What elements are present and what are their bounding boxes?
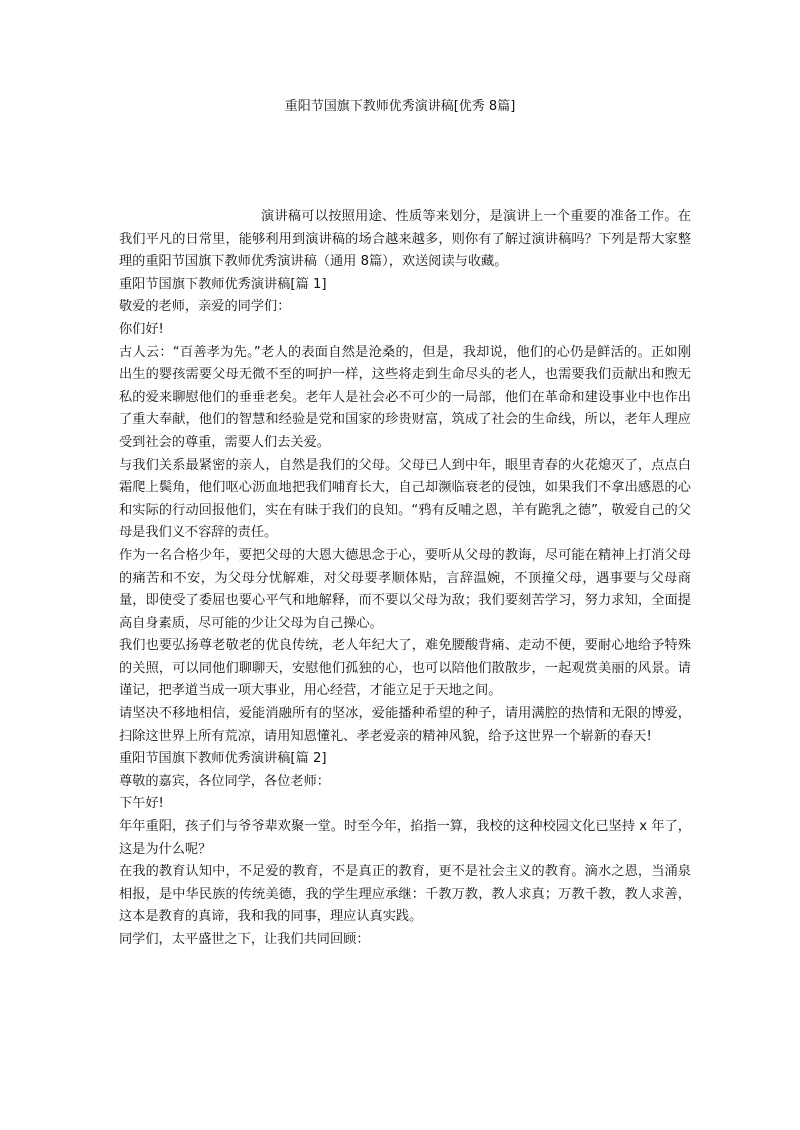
section-heading-1: 重阳节国旗下教师优秀演讲稿[篇 1] [119, 276, 327, 292]
paragraph: 同学们，太平盛世之下，让我们共同回顾： [119, 932, 370, 947]
document-title: 重阳节国旗下教师优秀演讲稿[优秀 8篇] [284, 99, 516, 114]
paragraph: 与我们关系最紧密的亲人，自然是我们的父母。父母已人到中年，眼里青春的火花熄灭了，点点白霜爬上鬓角，他们呕心沥血地把我们哺育长大，自己却濒临衰老的侵蚀，如果我们不拿出感恩的心和实际的行动回报他们，实在有昧于我们的良知。“鸦有反哺之恩，羊有跪乳之德”，敬爱自己的父母是我们义不容辞的责任。 [119, 457, 691, 541]
document-body [119, 206, 691, 952]
salutation-2: 尊敬的嘉宾，各位同学，各位老师： [119, 773, 330, 789]
paragraph: 古人云：“百善孝为先。”老人的表面自然是沧桑的，但是，我却说，他们的心仍是鲜活的。正如刚出生的婴孩需要父母无微不至的呵护一样，这些将走到生命尽头的老人，也需要我们贡献出和煦无私的爱来聊慰他们的垂垂老矣。老年人是社会必不可少的一局部，他们在革命和建设事业中也作出了重大奉献，他们的智慧和经验是党和国家的珍贵财富，筑成了社会的生命线，所以，老年人理应受到社会的尊重，需要人们去关爱。 [119, 344, 691, 450]
paragraph: 在我的教育认知中，不足爱的教育，不是真正的教育，更不是社会主义的教育。滴水之恩，当涌泉相报，是中华民族的传统美德，我的学生理应承继：千教万教，教人求真；万教千教，教人求善，这本是教育的真谛，我和我的同事，理应认真实践。 [119, 864, 691, 925]
paragraph: 我们也要弘扬尊老敬老的优良传统，老人年纪大了，难免腰酸背痛、走动不便，要耐心地给予特殊的关照，可以同他们聊聊天，安慰他们孤独的心，也可以陪他们散散步，一起观赏美丽的风景。请谨记，把孝道当成一项大事业，用心经营，才能立足于天地之间。 [119, 638, 691, 699]
greeting-1: 你们好! [119, 321, 164, 337]
paragraph: 年年重阳，孩子们与爷爷辈欢聚一堂。时至今年，掐指一算，我校的这种校园文化已坚持 x 年了，这是为什么呢？ [119, 819, 691, 857]
greeting-2: 下午好! [119, 796, 164, 812]
salutation-1: 敬爱的老师，亲爱的同学们： [119, 299, 291, 315]
paragraph: 作为一名合格少年，要把父母的大恩大德思念于心，要听从父母的教诲，尽可能在精神上打消父母的痛苦和不安，为父母分忧解难，对父母要孝顺体贴，言辞温婉，不顶撞父母，遇事要与父母商量，即使受了委屈也要心平气和地解释，而不要以父母为敌；我们要刻苦学习，努力求知，全面提高自身素质，尽可能的少让父母为自己操心。 [119, 547, 691, 631]
section-heading-2: 重阳节国旗下教师优秀演讲稿[篇 2] [119, 751, 327, 767]
intro-paragraph: 演讲稿可以按照用途、性质等来划分，是演讲上一个重要的准备工作。在我们平凡的日常里，能够利用到演讲稿的场合越来越多，则你有了解过演讲稿吗？下列是帮大家整理的重阳节国旗下教师优秀演讲稿（通用 8篇），欢送阅读与收藏。 [119, 209, 691, 270]
paragraph: 请坚决不移地相信，爱能消融所有的坚冰，爱能播种希望的种子，请用满腔的热情和无限的博爱，扫除这世界上所有荒凉，请用知恩懂礼、孝老爱亲的精神风貌，给予这世界一个崭新的春天! [119, 706, 691, 744]
